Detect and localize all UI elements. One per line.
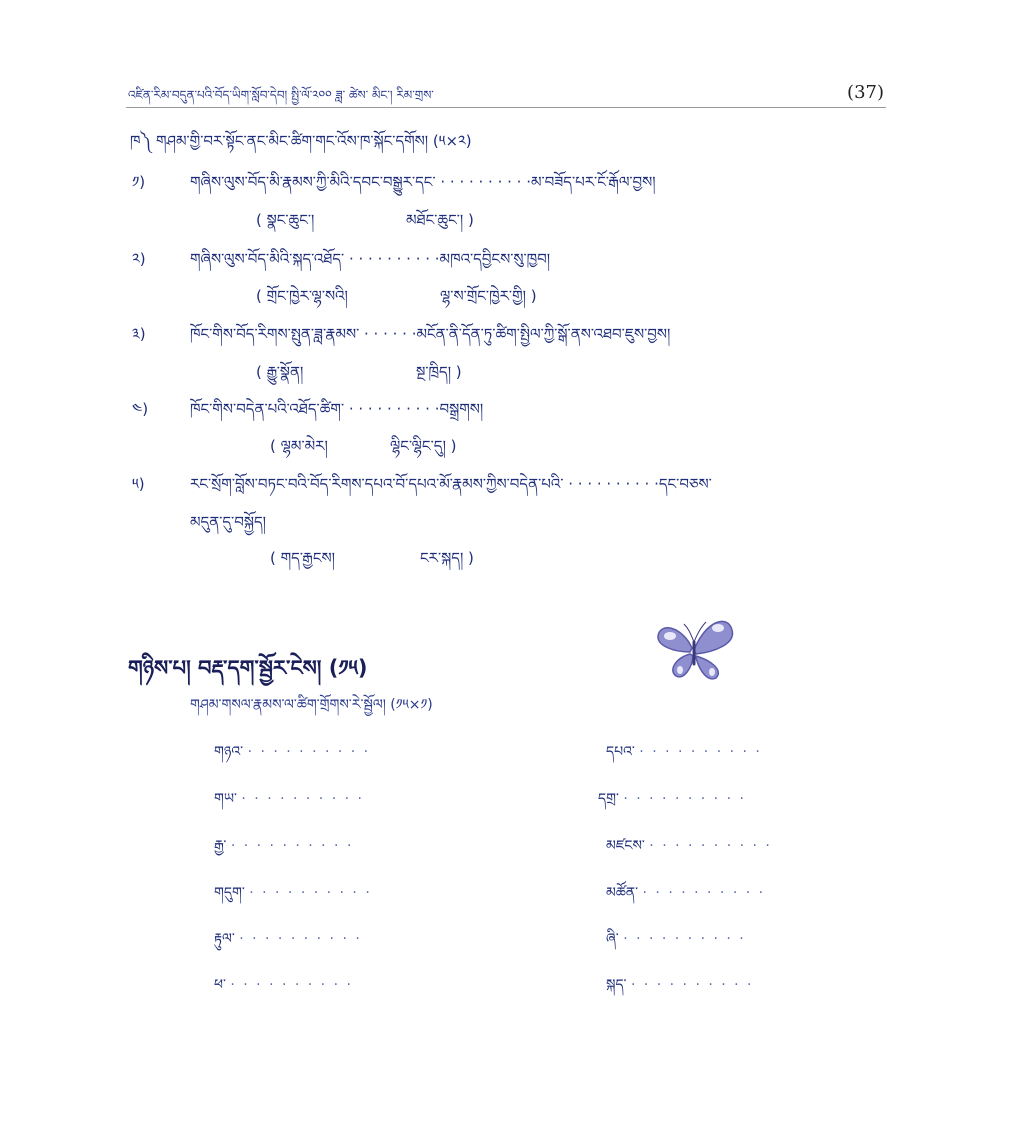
item-options: [270, 430, 457, 472]
item-text: གཞིས་ལུས་བོད་མི་རྣམས་ཀྱི་མིའི་དབང་བསྒྱུར་དང་ · · · · · · · · · ·མ་བཟོད་པར་ངོ་རྒོལ་བྱས།: [190, 173, 656, 191]
item-number: ༣): [132, 325, 146, 343]
option-a: ( རྒྱུ་སྣོན།: [256, 363, 304, 381]
header-rule: [126, 107, 886, 108]
item-options: [256, 204, 474, 246]
exercise-word: རྒྱ་ · · · · · · · · · ·: [214, 838, 354, 854]
option-b: ངར་སྐད། ): [420, 549, 474, 567]
option-a: ( གྲོང་ཁྱེར་ལྷ་སའི།: [256, 287, 348, 305]
option-a: ( སྣང་ཆུང་།: [256, 211, 315, 229]
section1-instruction: ཁ༽ གཤམ་གྱི་བར་སྟོང་ནང་མིང་ཚིག་གང་འོས་ཁ་སྐོང་དགོས། (༥×༢): [130, 132, 472, 150]
running-header: [128, 82, 888, 106]
exercise-word: དགྲ་ · · · · · · · · · ·: [598, 791, 746, 807]
option-a: ( གད་རྒྱངས།: [270, 549, 335, 567]
exercise-word: ཞི་ · · · · · · · · · ·: [606, 931, 746, 947]
item-number: ༡): [132, 173, 146, 191]
exercise-word: མཛངས་ · · · · · · · · · ·: [606, 838, 772, 854]
exercise-word: གཉའ་ · · · · · · · · · ·: [214, 744, 371, 760]
item-number: ༥): [132, 475, 145, 493]
item-number: ༤): [132, 400, 149, 418]
item-text-continued: མདུན་དུ་བསྐྱོད།: [190, 513, 266, 531]
page-number: (37): [847, 82, 884, 103]
option-b: སྔ་ཁྲིད། ): [416, 363, 462, 381]
item-text: ཁོང་གིས་བདེན་པའི་འཐོད་ཚིག་ · · · · · · · · · ·བསྒྲགས།: [190, 400, 484, 418]
exercise-word: ཕ་ · · · · · · · · · ·: [214, 977, 353, 993]
option-b: ལྷིང་ལྷིང་དུ། ): [390, 437, 457, 455]
option-a: ( ལྷམ་མེར།: [270, 437, 328, 455]
exercise-word: དཔའ་ · · · · · · · · · ·: [606, 744, 762, 760]
item-text: རང་སྲོག་བློས་བཏང་བའི་བོད་རིགས་དཔའ་བོ་དཔའ་མོ་རྣམས་ཀྱིས་བདེན་པའི་ · · · · · · · · · ·དང་བཅས་: [190, 475, 712, 493]
item-options: [256, 356, 462, 398]
exercise-word: གདུག་ · · · · · · · · · ·: [214, 885, 372, 901]
butterfly-illustration: [654, 612, 738, 682]
item-options: [270, 542, 474, 584]
exercise-word: སྐད་ · · · · · · · · · ·: [606, 977, 754, 993]
item-text: གཞིས་ལུས་བོད་མིའི་སྐད་འཐོད་ · · · · · · · · · ·མཁའ་དབྱིངས་སུ་ཁྱབ།: [190, 250, 551, 268]
exercise-word: མཚོན་ · · · · · · · · · ·: [606, 885, 766, 901]
item-options: [256, 280, 537, 322]
option-b: ལྷ་ས་གྲོང་ཁྱེར་གྱི། ): [440, 287, 537, 305]
item-text: ཁོང་གིས་བོད་རིགས་སྤུན་ཟླ་རྣམས་ · · · · · ·མངོན་ནི་དོན་ཏུ་ཚིག་སྤྱིལ་ཀྱི་སྒོ་ནས་འཐབ་ཇུས་བྱས།: [190, 325, 671, 343]
exercise-word: གཡ་ · · · · · · · · · ·: [214, 791, 364, 807]
exercise-word: རྟུལ་ · · · · · · · · · ·: [214, 931, 362, 947]
section2-title: གཉིས་པ། བརྡ་དག་སྦྱོར་ངེས། (༡༥): [128, 656, 368, 680]
section2-instruction: གཤམ་གསལ་རྣམས་ལ་ཚིག་གྲོགས་རེ་སྦྱོལ། (༡༥×༡): [190, 697, 433, 713]
option-b: མཐོང་ཆུང་། ): [406, 211, 474, 229]
item-number: ༢): [132, 250, 146, 268]
running-title: འཛིན་རིམ་བདུན་པའི་བོད་ཡིག་སློབ་དེབ། སྤྱི་ལོ་༢༠༠ ཟླ་ ཚེས་ མིང་། རིམ་གྲས་: [128, 88, 434, 102]
